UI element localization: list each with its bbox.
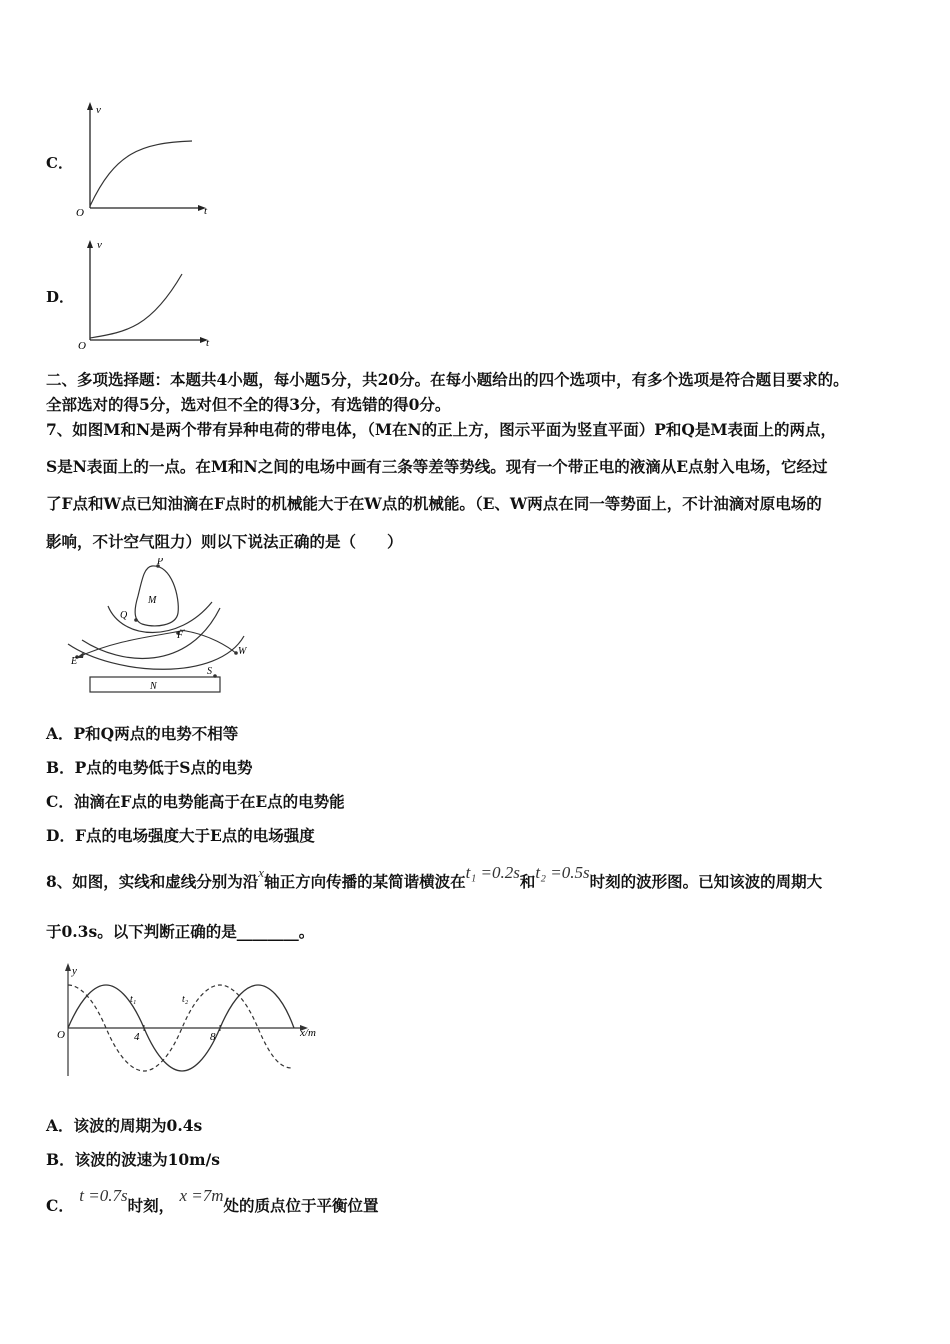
q7-option-b: B．P点的电势低于S点的电势 <box>46 758 253 777</box>
q7-fig-M: M <box>148 595 157 606</box>
q7-option-a: A．P和Q两点的电势不相等 <box>46 724 239 743</box>
q7-option-d: D．F点的电场强度大于E点的电场强度 <box>46 826 315 845</box>
option-d-x-axis: t <box>206 337 210 349</box>
q7-fig-N: N <box>150 681 157 692</box>
q8-graph-tick-4: 4 <box>134 1031 140 1043</box>
q7-fig-E: E <box>71 656 78 667</box>
option-d-origin: O <box>78 340 86 350</box>
q7-fig-F: F <box>177 630 184 641</box>
option-d-graph <box>70 234 220 350</box>
q8-graph-x-axis: x/m <box>300 1027 316 1039</box>
q8-option-c-x: x =7m <box>179 1186 224 1205</box>
q7-fig-W: W <box>238 646 247 657</box>
q8-t2: t₂ =0.5s <box>535 863 590 882</box>
option-d-y-axis: v <box>97 239 102 251</box>
q8-x-var: x <box>258 865 265 880</box>
q7-fig-P: P <box>157 558 164 567</box>
q7-line4: 影响，不计空气阻力）则以下说法正确的是（ ） <box>46 532 403 551</box>
q7-figure <box>60 558 260 698</box>
q7-line2: S是N表面上的一点。在M和N之间的电场中画有三条等差等势线。现有一个带正电的液滴从E点射入电场，它经过 <box>46 457 828 476</box>
q8-t1: t₁ =0.2s <box>465 863 520 882</box>
q8-line1: 8、如图，实线和虚线分别为沿$^x$轴正方向传播的某简谐横波在t₁ =0.2s和t₂ =0.5s时刻的波形图。已知该波的周期大 <box>46 863 823 891</box>
q8-graph-t1: t₁ <box>130 994 137 1005</box>
q8-graph-y-axis: y <box>72 965 77 977</box>
q7-option-c: C．油滴在F点的电势能高于在E点的电势能 <box>46 792 345 811</box>
option-d-label: D． <box>46 288 75 306</box>
q8-graph-tick-8: 8 <box>210 1031 216 1043</box>
q7-fig-S: S <box>207 666 212 677</box>
q8-option-c-t: t =0.7s <box>79 1186 128 1205</box>
q8-graph-origin: O <box>57 1029 65 1041</box>
q8-graph-t2: t₂ <box>182 994 189 1005</box>
option-c-label: C． <box>46 154 73 172</box>
option-c-graph <box>70 98 220 220</box>
section2-line2: 全部选对的得5分，选对但不全的得3分，有选错的得0分。 <box>46 395 451 414</box>
q7-line1: 7、如图M和N是两个带有异种电荷的带电体，（M在N的正上方，图示平面为竖直平面）P和Q是M表面上的两点， <box>46 420 837 439</box>
q8-option-c: C． t =0.7s时刻， x =7m处的质点位于平衡位置 <box>46 1186 379 1215</box>
q7-line3: 了F点和W点已知油滴在F点时的机械能大于在W点的机械能。（E、W两点在同一等势面上，不计油滴对原电场的 <box>46 494 822 513</box>
section2-line1: 二、多项选择题：本题共4小题，每小题5分，共20分。在每小题给出的四个选项中，有多个选项是符合题目要求的。 <box>46 370 849 389</box>
q7-fig-Q: Q <box>120 610 128 621</box>
q8-option-b: B．该波的波速为10m/s <box>46 1150 220 1169</box>
q8-wave-graph <box>54 960 334 1080</box>
option-c-origin: O <box>76 207 84 219</box>
q8-line2: 于0.3s。以下判断正确的是________。 <box>46 922 315 941</box>
option-c-x-axis: t <box>204 205 208 217</box>
q8-option-a: A．该波的周期为0.4s <box>46 1116 203 1135</box>
option-c-y-axis: v <box>96 104 101 116</box>
